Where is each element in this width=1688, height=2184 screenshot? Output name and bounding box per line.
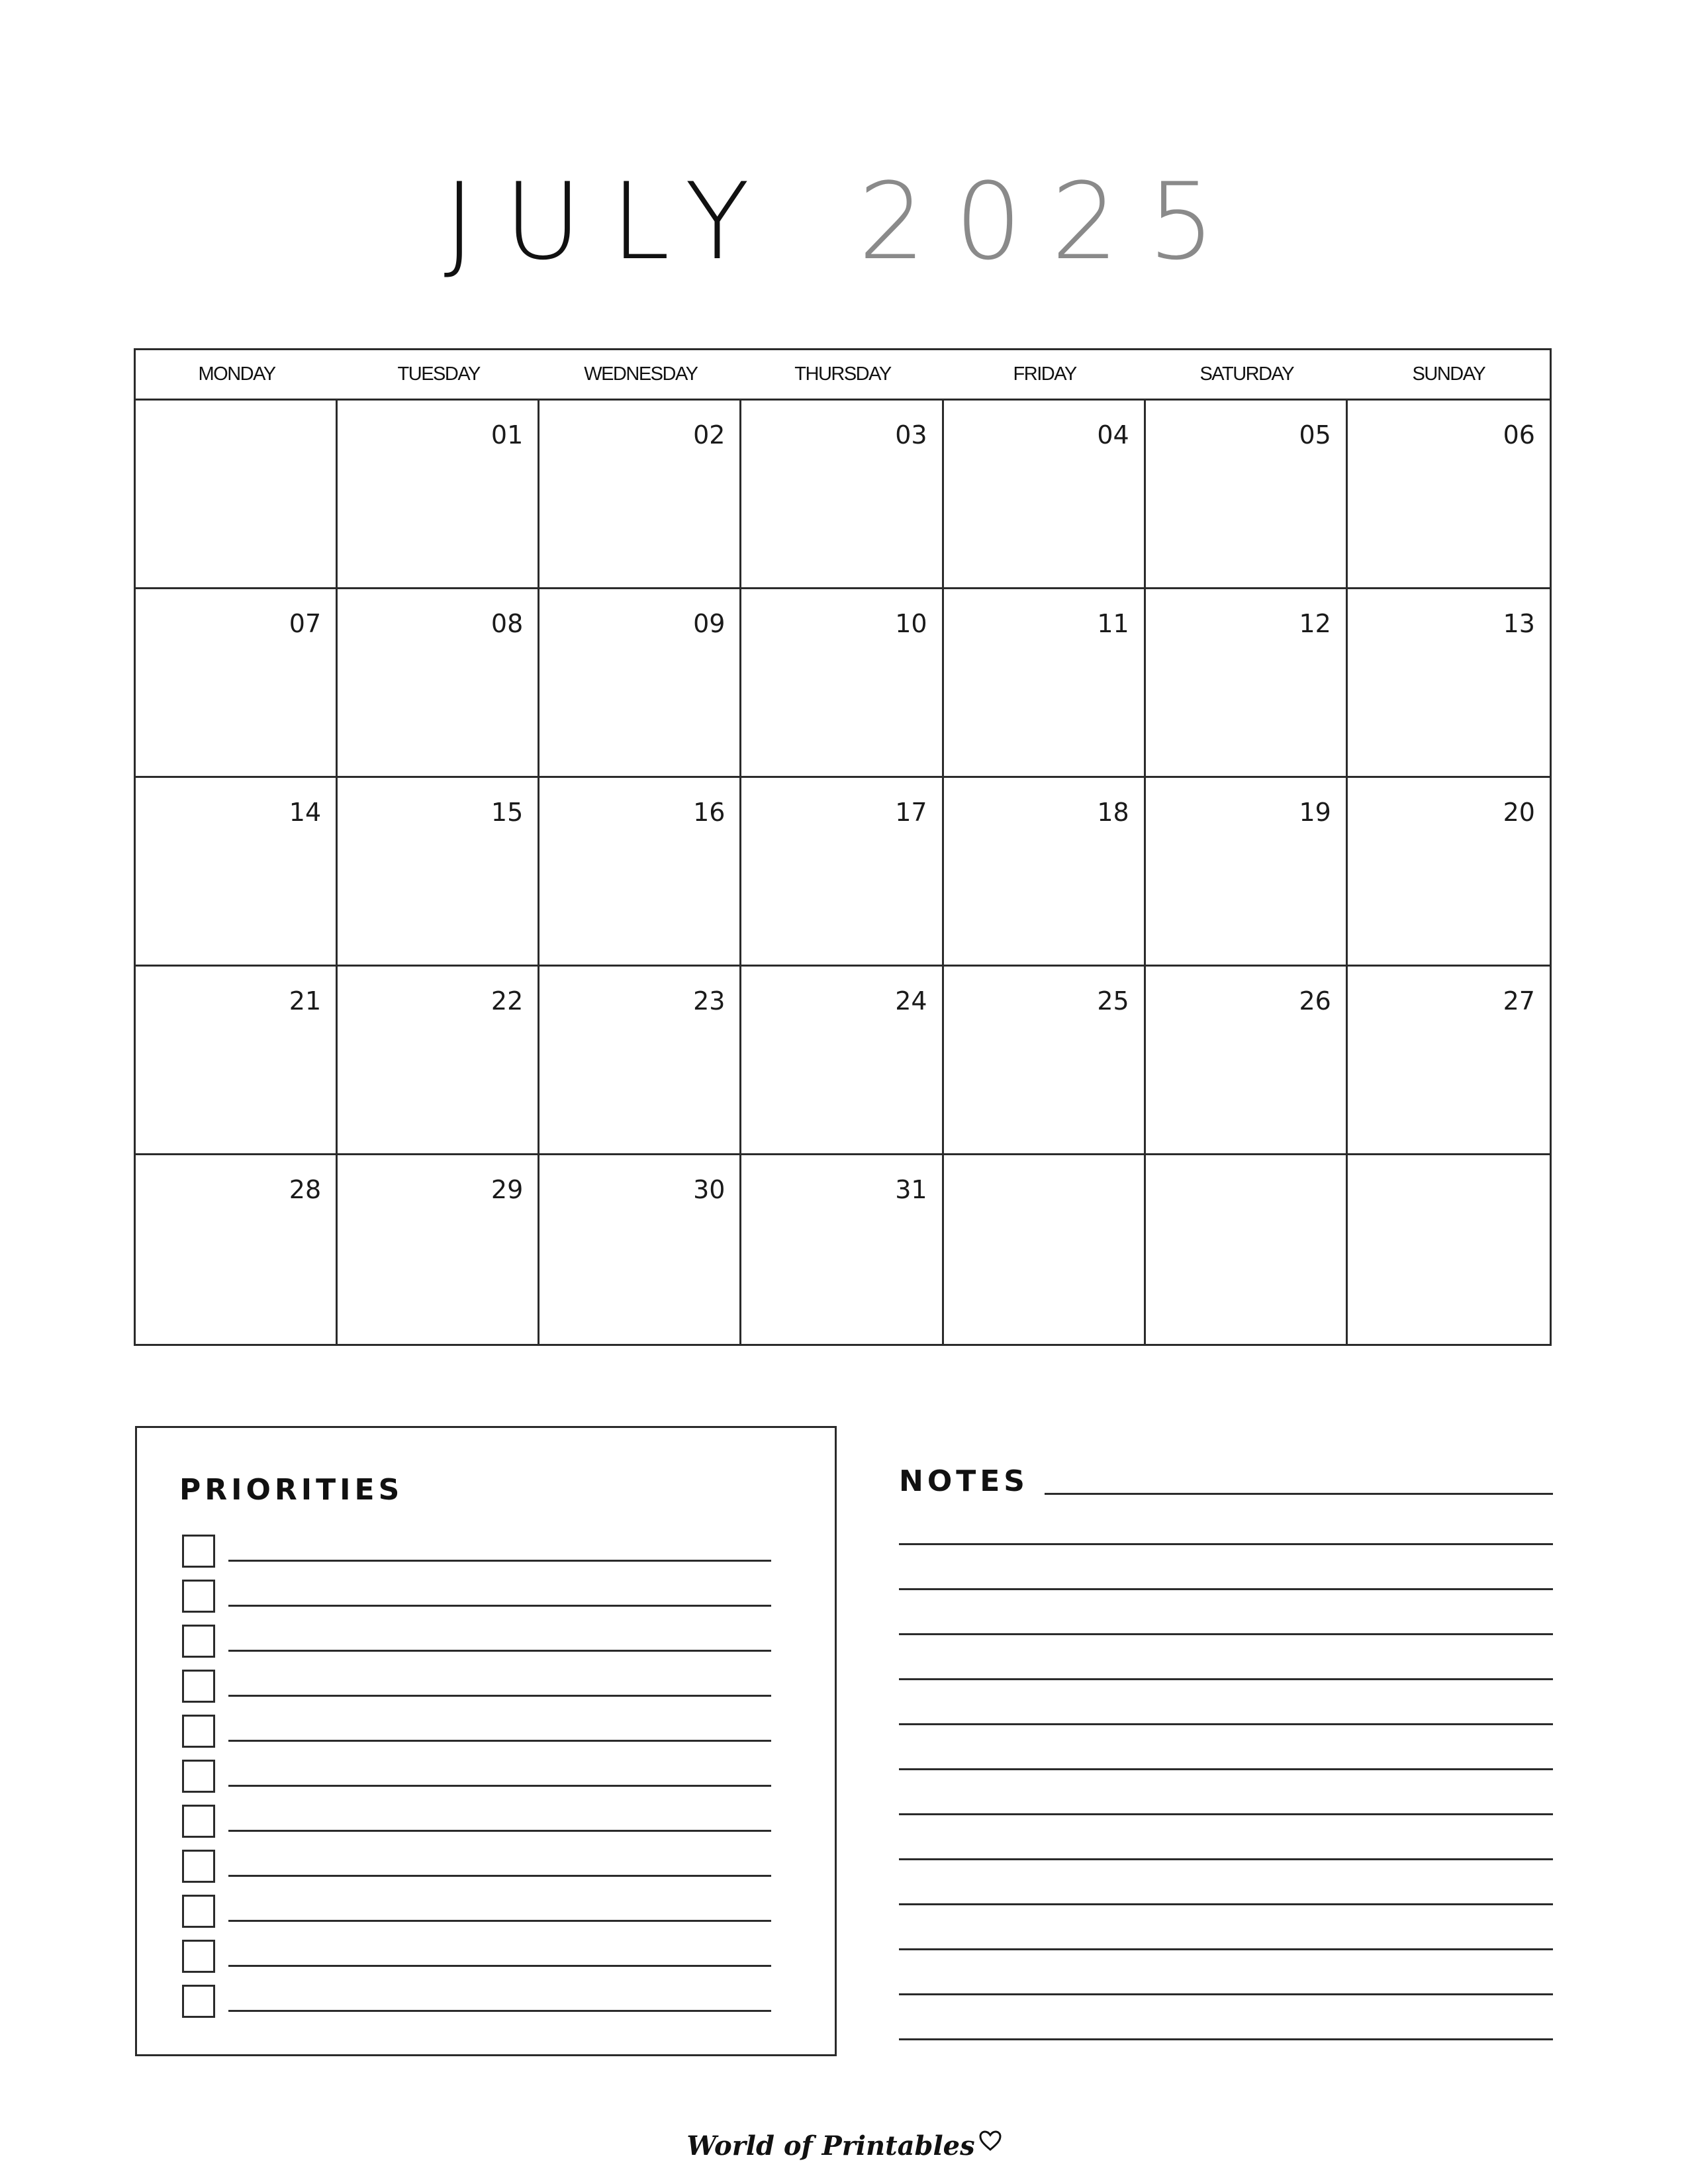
day-cell[interactable] bbox=[1146, 1155, 1348, 1344]
day-number: 17 bbox=[895, 798, 927, 827]
title-year: 2025 bbox=[858, 160, 1244, 283]
priorities-list bbox=[182, 1526, 771, 2021]
priority-line[interactable] bbox=[228, 1695, 771, 1697]
day-cell[interactable] bbox=[1146, 967, 1348, 1155]
priority-line[interactable] bbox=[228, 1650, 771, 1652]
day-number: 13 bbox=[1503, 609, 1535, 638]
priority-checkbox[interactable] bbox=[182, 1535, 215, 1568]
day-number: 08 bbox=[491, 609, 524, 638]
priority-checkbox[interactable] bbox=[182, 1940, 215, 1973]
priority-row bbox=[182, 1616, 771, 1661]
day-cell[interactable] bbox=[338, 1155, 539, 1344]
day-number: 16 bbox=[693, 798, 726, 827]
day-number: 30 bbox=[693, 1175, 726, 1204]
day-cell[interactable] bbox=[1146, 401, 1348, 589]
notes-header bbox=[899, 1463, 1553, 1500]
priority-line[interactable] bbox=[228, 2010, 771, 2012]
day-cell[interactable] bbox=[136, 967, 338, 1155]
priority-line[interactable] bbox=[228, 1920, 771, 1922]
day-number: 02 bbox=[693, 420, 726, 450]
day-number: 21 bbox=[289, 986, 322, 1016]
priority-row bbox=[182, 1661, 771, 1706]
day-cell[interactable] bbox=[1348, 778, 1550, 967]
priority-row bbox=[182, 1526, 771, 1571]
notes-line[interactable] bbox=[899, 1995, 1553, 2040]
priority-row bbox=[182, 1841, 771, 1886]
day-cell[interactable] bbox=[539, 401, 741, 589]
day-cell[interactable] bbox=[539, 589, 741, 778]
priority-line[interactable] bbox=[228, 1785, 771, 1787]
day-number: 06 bbox=[1503, 420, 1535, 450]
day-number: 25 bbox=[1097, 986, 1129, 1016]
weekday-wednesday: WEDNESDAY bbox=[584, 363, 698, 385]
day-number: 11 bbox=[1097, 609, 1129, 638]
day-cell[interactable] bbox=[539, 778, 741, 967]
day-cell[interactable] bbox=[741, 401, 943, 589]
weekday-friday: FRIDAY bbox=[1013, 363, 1076, 385]
priority-line[interactable] bbox=[228, 1965, 771, 1967]
day-cell[interactable] bbox=[944, 778, 1146, 967]
day-grid bbox=[136, 401, 1550, 1344]
day-cell[interactable] bbox=[944, 589, 1146, 778]
day-number: 03 bbox=[895, 420, 927, 450]
weekday-sunday: SUNDAY bbox=[1412, 363, 1485, 385]
notes-section bbox=[899, 1463, 1553, 2040]
day-cell[interactable] bbox=[136, 401, 338, 589]
notes-line[interactable] bbox=[899, 1860, 1553, 1905]
priority-checkbox[interactable] bbox=[182, 1625, 215, 1658]
day-cell[interactable] bbox=[944, 967, 1146, 1155]
notes-line[interactable] bbox=[899, 1545, 1553, 1590]
day-number: 07 bbox=[289, 609, 322, 638]
notes-line[interactable] bbox=[899, 1680, 1553, 1725]
priority-line[interactable] bbox=[228, 1560, 771, 1562]
weekday-monday: MONDAY bbox=[198, 363, 275, 385]
priority-row bbox=[182, 1976, 771, 2021]
priority-checkbox[interactable] bbox=[182, 1580, 215, 1613]
day-cell[interactable] bbox=[338, 778, 539, 967]
day-number: 23 bbox=[693, 986, 726, 1016]
notes-line[interactable] bbox=[899, 1950, 1553, 1995]
priority-row bbox=[182, 1886, 771, 1931]
weekday-saturday: SATURDAY bbox=[1199, 363, 1294, 385]
day-cell[interactable] bbox=[539, 967, 741, 1155]
day-number: 14 bbox=[289, 798, 322, 827]
day-number: 20 bbox=[1503, 798, 1535, 827]
day-number: 04 bbox=[1097, 420, 1129, 450]
day-cell[interactable] bbox=[944, 401, 1146, 589]
priority-checkbox[interactable] bbox=[182, 1670, 215, 1703]
day-cell[interactable] bbox=[136, 589, 338, 778]
day-number: 29 bbox=[491, 1175, 524, 1204]
priority-row bbox=[182, 1751, 771, 1796]
day-number: 09 bbox=[693, 609, 726, 638]
day-number: 27 bbox=[1503, 986, 1535, 1016]
footer-logo bbox=[0, 2130, 1688, 2161]
priority-line[interactable] bbox=[228, 1830, 771, 1832]
heart-icon bbox=[979, 2130, 1002, 2155]
priorities-box bbox=[135, 1426, 837, 2056]
priority-checkbox[interactable] bbox=[182, 1760, 215, 1793]
weekday-tuesday: TUESDAY bbox=[397, 363, 480, 385]
notes-line[interactable] bbox=[899, 1635, 1553, 1680]
notes-lines bbox=[899, 1500, 1553, 2040]
priority-row bbox=[182, 1571, 771, 1616]
day-number: 15 bbox=[491, 798, 524, 827]
weekday-header bbox=[136, 350, 1550, 401]
notes-line[interactable] bbox=[899, 1770, 1553, 1815]
day-number: 28 bbox=[289, 1175, 322, 1204]
priority-line[interactable] bbox=[228, 1605, 771, 1607]
priority-checkbox[interactable] bbox=[182, 1850, 215, 1883]
day-cell[interactable] bbox=[1146, 778, 1348, 967]
day-number: 05 bbox=[1299, 420, 1331, 450]
priority-line[interactable] bbox=[228, 1740, 771, 1742]
day-number: 10 bbox=[895, 609, 927, 638]
priority-checkbox[interactable] bbox=[182, 1805, 215, 1838]
day-cell[interactable] bbox=[338, 589, 539, 778]
page-title bbox=[0, 162, 1688, 281]
day-cell[interactable] bbox=[1348, 401, 1550, 589]
day-cell[interactable] bbox=[539, 1155, 741, 1344]
day-cell[interactable] bbox=[1348, 1155, 1550, 1344]
day-cell[interactable] bbox=[1348, 589, 1550, 778]
day-number: 19 bbox=[1299, 798, 1331, 827]
day-cell[interactable] bbox=[944, 1155, 1146, 1344]
notes-line[interactable] bbox=[899, 1815, 1553, 1860]
weekday-thursday: THURSDAY bbox=[794, 363, 891, 385]
notes-title: NOTES bbox=[899, 1464, 1029, 1498]
title-month: JULY bbox=[444, 160, 779, 283]
notes-line[interactable] bbox=[899, 1500, 1553, 1545]
notes-line[interactable] bbox=[899, 1590, 1553, 1635]
notes-line[interactable] bbox=[899, 1725, 1553, 1770]
day-number: 18 bbox=[1097, 798, 1129, 827]
priority-row bbox=[182, 1796, 771, 1841]
day-cell[interactable] bbox=[338, 967, 539, 1155]
priorities-title: PRIORITIES bbox=[179, 1473, 404, 1507]
day-number: 12 bbox=[1299, 609, 1331, 638]
priority-checkbox[interactable] bbox=[182, 1985, 215, 2018]
day-cell[interactable] bbox=[1146, 589, 1348, 778]
day-cell[interactable] bbox=[741, 1155, 943, 1344]
priority-line[interactable] bbox=[228, 1875, 771, 1877]
day-cell[interactable] bbox=[136, 1155, 338, 1344]
priority-checkbox[interactable] bbox=[182, 1715, 215, 1748]
priority-checkbox[interactable] bbox=[182, 1895, 215, 1928]
notes-title-line bbox=[1045, 1493, 1553, 1495]
notes-line[interactable] bbox=[899, 1905, 1553, 1950]
priority-row bbox=[182, 1931, 771, 1976]
day-number: 01 bbox=[491, 420, 524, 450]
day-cell[interactable] bbox=[136, 778, 338, 967]
day-cell[interactable] bbox=[741, 589, 943, 778]
day-number: 24 bbox=[895, 986, 927, 1016]
day-cell[interactable] bbox=[741, 778, 943, 967]
calendar-grid bbox=[134, 348, 1552, 1346]
day-number: 22 bbox=[491, 986, 524, 1016]
day-cell[interactable] bbox=[1348, 967, 1550, 1155]
priority-row bbox=[182, 1706, 771, 1751]
day-number: 26 bbox=[1299, 986, 1331, 1016]
day-cell[interactable] bbox=[741, 967, 943, 1155]
brand-logo-text: World of Printables bbox=[686, 2130, 975, 2161]
day-number: 31 bbox=[895, 1175, 927, 1204]
day-cell[interactable] bbox=[338, 401, 539, 589]
